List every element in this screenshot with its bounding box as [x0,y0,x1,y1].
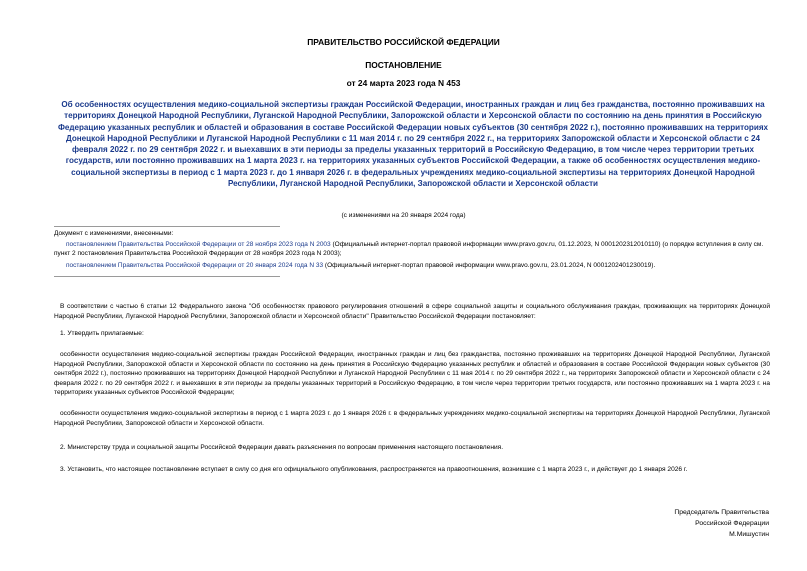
changes-heading: Документ с изменениями, внесенными: [54,230,174,237]
clause-2: 2. Министерству труда и социальной защиты Российской Федерации давать разъяснения по вопросам применения настоящего постановления. [60,444,504,451]
change-link[interactable]: постановлением Правительства Российской Федерации от 20 января 2024 года N 33 [66,262,324,269]
signature-position: Председатель Правительства [674,509,769,516]
change-details: (Официальный интернет-портал правовой информации www.pravo.gov.ru, 01.12.2023, N 0001202312010110) (о порядке вступления в силу см. пункт 2 постановления Правительства Российской Федерации от 28 ноября 2023 года N 2003); [54,241,764,258]
clause-3: 3. Установить, что настоящее постановление вступает в силу со дня его официального опубликования, распространяется на правоотношения, возникшие с 1 марта 2023 г., и действует до 1 января 2026 г. [60,466,688,473]
document-date-number: от 24 марта 2023 года N 453 [346,78,461,88]
signature-name: М.Мишустин [729,531,769,538]
change-link[interactable]: постановлением Правительства Российской Федерации от 28 ноября 2023 года N 2003 [66,241,331,248]
government-name: ПРАВИТЕЛЬСТВО РОССИЙСКОЙ ФЕДЕРАЦИИ [307,37,500,47]
change-item [54,261,770,270]
clause-1-item-2: особенности осуществления медико-социальной экспертизы в период с 1 марта 2023 г. до 1 января 2026 г. в федеральных учреждениях медико-социальной экспертизы на территориях Донецкой Народной Республики, Луганской Народной Республики, Запорожской области и Херсонской области. [54,410,770,427]
clause-1: 1. Утвердить прилагаемые: [60,330,144,337]
clause-1-item-1: особенности осуществления медико-социальной экспертизы граждан Российской Федерации, иностранных граждан и лиц без гражданства, постоянно проживавших на территориях Донецкой Народной Республики, Луганской Народной Республики, Запорожской области и Херсонской области по состоянию на день принятия в Российскую Федерацию указанных республик и областей и образования в составе Российской Федерации новых субъектов (30 сентября 2022 г.), постоянно проживавших на территориях Донецкой Народной Республики и Луганской Народной Республики с 11 мая 2014 г. по 29 сентября 2022 г., на территориях Запорожской области и Херсонской области с 24 февраля 2022 г. по 29 сентября 2022 г. и выехавших в эти периоды за пределы указанных территорий в Российскую Федерацию, в том числе через территории третьих государств, или постоянно проживавших на 1 марта 2023 г. на территориях указанных субъектов Российской Федерации; [54,351,770,397]
changes-bottom-divider [54,276,280,277]
signature-organization: Российской Федерации [695,520,769,527]
edition-note: (с изменениями на 20 января 2024 года) [341,212,466,219]
document-title: Об особенностях осуществления медико-социальной экспертизы граждан Российской Федерации, иностранных граждан и лиц без гражданства, постоянно проживавших на территориях Донецкой Народной Республики, Луганской Народной Республики, Запорожской области и Херсонской области по состоянию на день принятия в Российскую Федерацию указанных республик и областей и образования в составе Российской Федерации новых субъектов (30 сентября 2022 г.), постоянно проживавших на территориях Донецкой Народной Республики и Луганской Народной Республики с 11 мая 2014 г. по 29 сентября 2022 г., на территориях Запорожской области и Херсонской области с 24 февраля 2022 г. по 29 сентября 2022 г. и выехавших в эти периоды за пределы указанных территорий в Российскую Федерацию, в том числе через территории третьих государств, или постоянно проживавших на 1 марта 2023 г. на территориях указанных субъектов Российской Федерации, а также об особенностях осуществления медико-социальной экспертизы в период с 1 марта 2023 г. до 1 января 2026 г. в федеральных учреждениях медико-социальной экспертизы на территориях Донецкой Народной Республики, Луганской Народной Республики, Запорожской области и Херсонской области [57,100,769,189]
document-type: ПОСТАНОВЛЕНИЕ [365,60,442,70]
changes-top-divider [54,226,280,227]
change-item [54,240,770,258]
preamble-paragraph: В соответствии с частью 6 статьи 12 Федерального закона "Об особенностях правового регулирования отношений в сфере социальной защиты и социального обслуживания граждан, проживающих на территориях Донецкой Народной Республики, Луганской Народной Республики, Запорожской области и Херсонской области" Правительство Российской Федерации постановляет: [54,303,770,320]
change-details: (Официальный интернет-портал правовой информации www.pravo.gov.ru, 23.01.2024, N 0001202401230019). [323,262,656,269]
